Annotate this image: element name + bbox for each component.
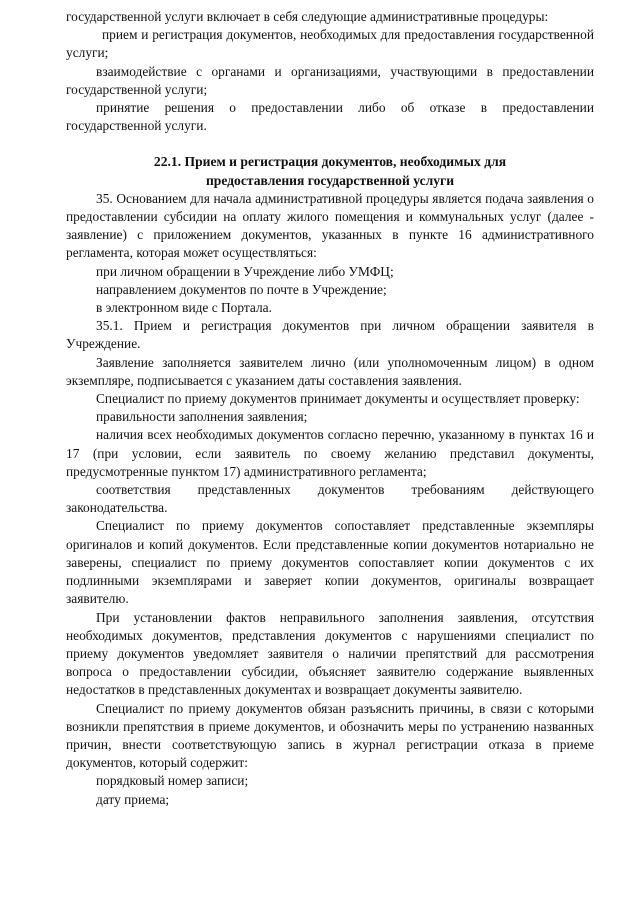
body-paragraph-3: направлением документов по почте в Учреждение; [96, 281, 387, 297]
document-page [66, 8, 594, 809]
intro-paragraph-3: взаимодействие с органами и организациями, участвующими в предоставлении государственной услуги; [66, 63, 594, 97]
body-paragraph-15: дату приема; [96, 791, 170, 807]
body-paragraph-6: Заявление заполняется заявителем лично (или уполномоченным лицом) в одном экземпляре, подписывается с указанием даты составления заявления. [66, 354, 594, 388]
body-paragraph-4: в электронном виде с Портала. [96, 300, 272, 316]
section-heading [66, 153, 594, 189]
body-paragraph-11: Специалист по приему документов сопоставляет представленные экземпляры оригиналов и копий документов. Если представленные копии документов нотариально не заверены, специалист по приему документов сопоставляет копии документов с их подлинными экземплярами и заверяет копии документов, оригиналы возвращает заявителю. [66, 518, 594, 607]
intro-paragraph-4: принятие решения о предоставлении либо об отказе в предоставлении государственной услуги. [66, 100, 594, 134]
body-paragraph-13: Специалист по приему документов обязан разъяснить причины, в связи с которыми возникли препятствия в приеме документов, и обозначить меры по устранению названных причин, внести соответствующую запись в журнал регистрации отказа в приеме документов, который содержит: [66, 700, 594, 771]
body-paragraph-10: соответствия представленных документов требованиям действующего законодательства. [66, 482, 594, 516]
body-paragraph-2: при личном обращении в Учреждение либо УМФЦ; [96, 263, 394, 279]
intro-paragraph-2: прием и регистрация документов, необходимых для предоставления государственной услуги; [66, 27, 594, 61]
body-paragraph-8: правильности заполнения заявления; [96, 409, 308, 425]
body-paragraph-12: При установлении фактов неправильного заполнения заявления, отсутствия необходимых документов, представления документов с нарушениями специалист по приему документов уведомляет заявителя о наличии препятствий для рассмотрения вопроса о предоставлении субсидии, объясняет заявителю содержание выявленных недостатков в представленных документах и возвращает документы заявителю. [66, 609, 594, 698]
body-paragraph-14: порядковый номер записи; [96, 773, 249, 789]
section-heading-line-2: предоставления государственной услуги [205, 172, 455, 188]
body-paragraph-1: 35. Основанием для начала административной процедуры является подача заявления о предоставлении субсидии на оплату жилого помещения и коммунальных услуг (далее - заявление) с приложением документов, указанных в пункте 16 административного регламента, которая может осуществляться: [66, 190, 594, 261]
section-heading-line-1: 22.1. Прием и регистрация документов, необходимых для [153, 154, 507, 170]
body-paragraph-9: наличия всех необходимых документов согласно перечню, указанному в пунктах 16 и 17 (при условии, если заявитель по своему желанию представил документы, предусмотренные пунктом 17) административного регламента; [66, 427, 594, 479]
body-paragraph-7: Специалист по приему документов принимает документы и осуществляет проверку: [96, 391, 580, 407]
body-paragraph-5: 35.1. Прием и регистрация документов при личном обращении заявителя в Учреждение. [66, 318, 594, 352]
intro-paragraph-1: государственной услуги включает в себя следующие административные процедуры: [66, 9, 549, 24]
